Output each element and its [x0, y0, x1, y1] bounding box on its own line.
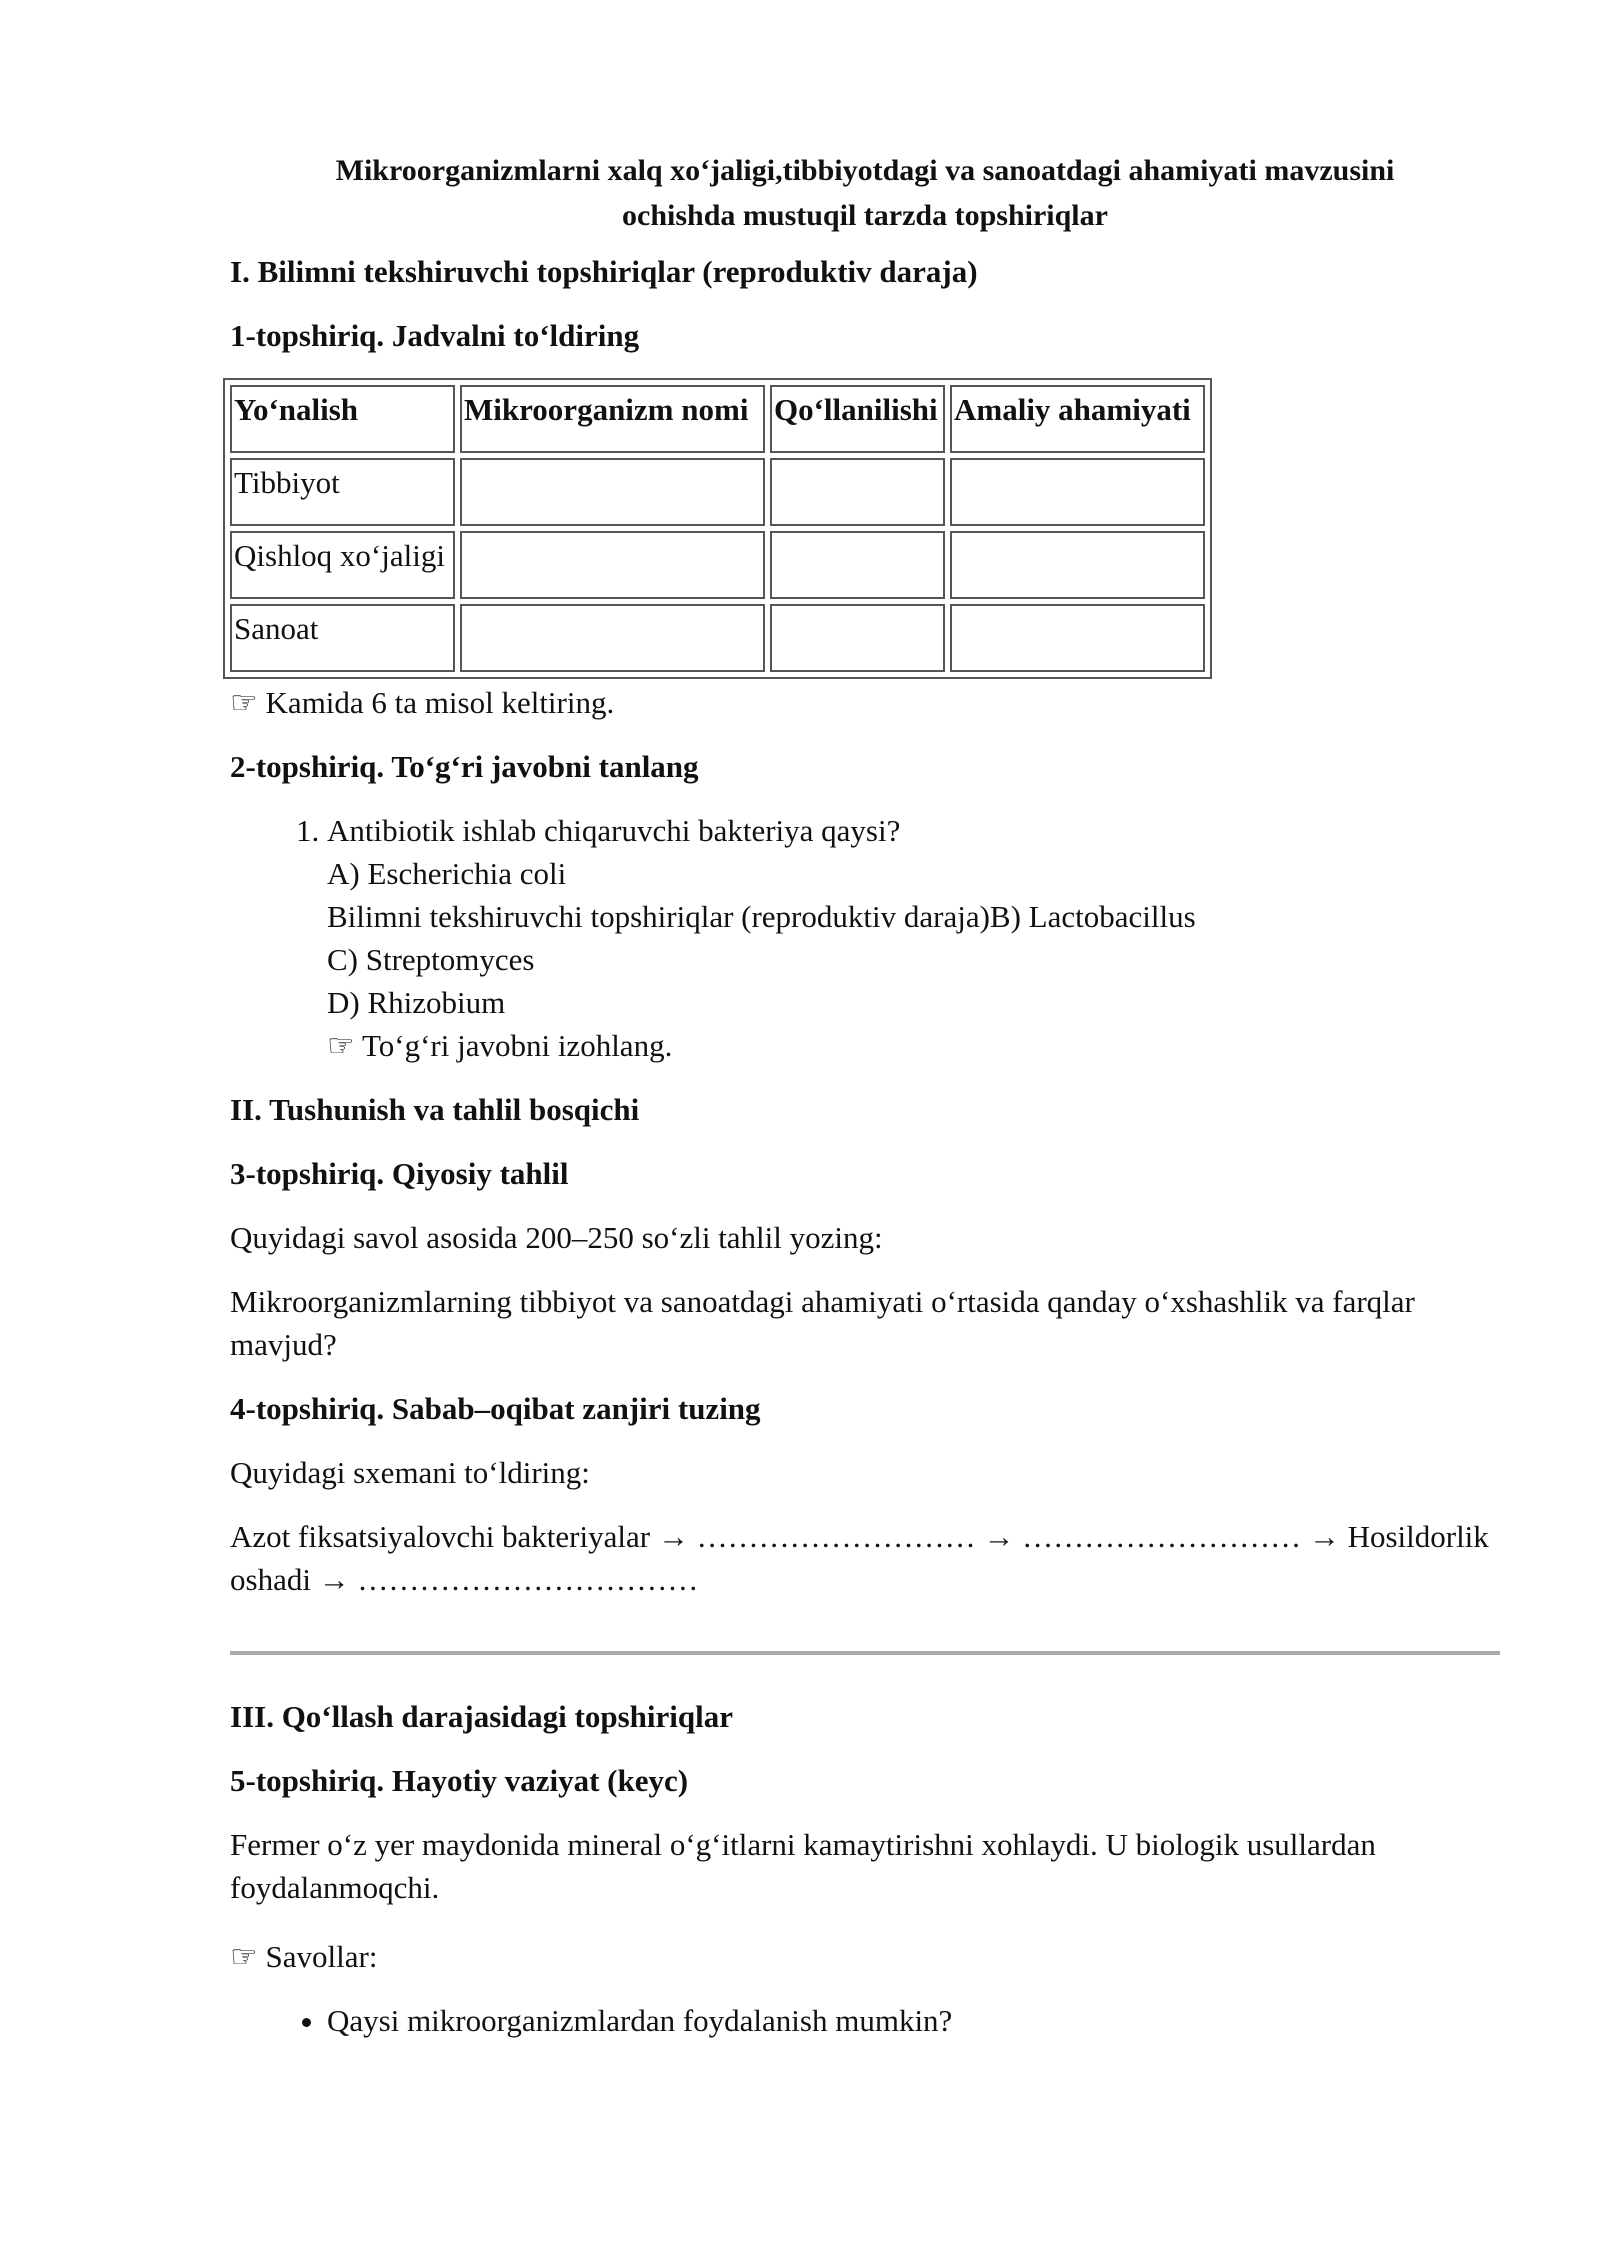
column-header: Mikroorganizm nomi — [460, 385, 765, 453]
task-3-question: Mikroorganizmlarning tibbiyot va sanoatdagi ahamiyati o‘rtasida qanday o‘xshashlik va farqlar mavjud? — [230, 1284, 1415, 1362]
table-cell-empty[interactable] — [770, 458, 945, 526]
section-divider — [230, 1651, 1500, 1655]
list-item — [327, 809, 1500, 1067]
table-row — [230, 604, 1205, 672]
task-4-chain: Azot fiksatsiyalovchi bakteriyalar → ……………………… → ……………………… → Hosildorlik oshadi → …………………………… — [230, 1519, 1489, 1597]
table-row — [230, 531, 1205, 599]
table-row — [230, 458, 1205, 526]
table-cell-empty[interactable] — [950, 604, 1205, 672]
table-cell-empty[interactable] — [460, 458, 765, 526]
document-title — [230, 148, 1500, 238]
option-b: Bilimni tekshiruvchi topshiriqlar (reproduktiv daraja)B) Lactobacillus — [327, 899, 1196, 934]
task-1-heading: 1-topshiriq. Jadvalni to‘ldiring — [230, 318, 640, 353]
list-item: • Qaysi mikroorganizmlardan foydalanish mumkin? — [327, 1999, 1500, 2042]
column-header: Amaliy ahamiyati — [950, 385, 1205, 453]
column-header: Qo‘llanilishi — [770, 385, 945, 453]
section-1-heading: I. Bilimni tekshiruvchi topshiriqlar (reproduktiv daraja) — [230, 254, 978, 289]
table-cell-empty[interactable] — [460, 604, 765, 672]
document-content — [230, 148, 1500, 2042]
option-d: D) Rhizobium — [327, 985, 506, 1020]
title-line-1: Mikroorganizmlarni xalq xo‘jaligi,tibbiyotdagi va sanoatdagi ahamiyati mavzusini — [335, 154, 1395, 187]
row-label: Qishloq xo‘jaligi — [230, 531, 455, 599]
task-1-note: ☞ Kamida 6 ta misol keltiring. — [230, 685, 615, 720]
task-5-heading: 5-topshiriq. Hayotiy vaziyat (keyc) — [230, 1763, 689, 1798]
task-2-note: ☞ To‘g‘ri javobni izohlang. — [327, 1028, 673, 1063]
table-header-row — [230, 385, 1205, 453]
title-line-2: ochishda mustuqil tarzda topshiriqlar — [622, 199, 1108, 232]
option-c: C) Streptomyces — [327, 942, 535, 977]
section-2-heading: II. Tushunish va tahlil bosqichi — [230, 1092, 640, 1127]
table-cell-empty[interactable] — [950, 458, 1205, 526]
task-2-question: Antibiotik ishlab chiqaruvchi bakteriya qaysi? — [327, 813, 901, 848]
task-3-heading: 3-topshiriq. Qiyosiy tahlil — [230, 1156, 569, 1191]
task-1-table — [223, 378, 1212, 679]
section-3-heading: III. Qo‘llash darajasidagi topshiriqlar — [230, 1699, 733, 1734]
task-5-question-list — [230, 1999, 1500, 2042]
task-5-questions-label: ☞ Savollar: — [230, 1939, 378, 1974]
option-a: A) Escherichia coli — [327, 856, 567, 891]
task-2-options — [327, 852, 1500, 1067]
row-label: Tibbiyot — [230, 458, 455, 526]
task-4-instruction: Quyidagi sxemani to‘ldiring: — [230, 1455, 590, 1490]
table-cell-empty[interactable] — [460, 531, 765, 599]
table-cell-empty[interactable] — [770, 531, 945, 599]
task-2-question-list — [230, 809, 1500, 1067]
table-cell-empty[interactable] — [950, 531, 1205, 599]
row-label: Sanoat — [230, 604, 455, 672]
task-2-heading: 2-topshiriq. To‘g‘ri javobni tanlang — [230, 749, 699, 784]
task-3-instruction: Quyidagi savol asosida 200–250 so‘zli tahlil yozing: — [230, 1220, 883, 1255]
column-header: Yo‘nalish — [230, 385, 455, 453]
task-4-heading: 4-topshiriq. Sabab–oqibat zanjiri tuzing — [230, 1391, 761, 1426]
table-cell-empty[interactable] — [770, 604, 945, 672]
task-5-scenario: Fermer o‘z yer maydonida mineral o‘g‘itlarni kamaytirishni xohlaydi. U biologik usullardan foydalanmoqchi. — [230, 1827, 1376, 1905]
